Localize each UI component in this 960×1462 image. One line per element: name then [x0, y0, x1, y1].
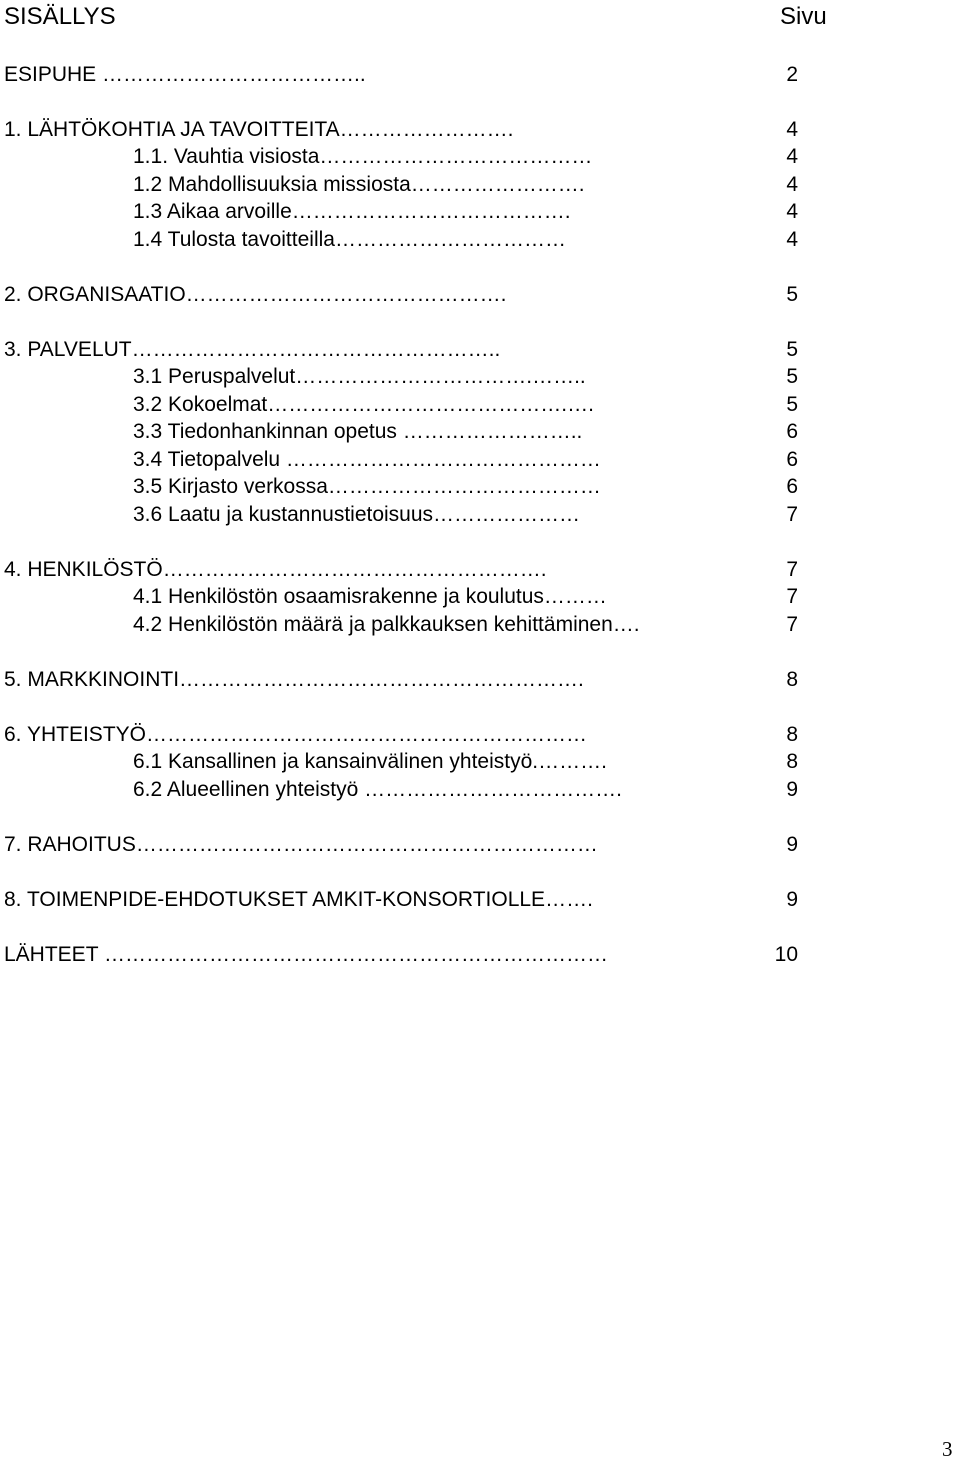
toc-entry-page: 5	[786, 393, 798, 416]
toc-entry-text: 5. MARKKINOINTI………………………………………………….	[4, 668, 584, 691]
toc-entry-4-2	[0, 611, 960, 639]
toc-entry-text: 8. TOIMENPIDE-EHDOTUKSET AMKIT-KONSORTIOLLE…….	[4, 888, 593, 911]
toc-entry-page: 7	[786, 503, 798, 526]
toc-entry-text: 6. YHTEISTYÖ………………………………………………………	[4, 723, 587, 746]
toc-entry-4-1	[0, 583, 960, 611]
toc-entry-text: 4.2 Henkilöstön määrä ja palkkauksen kehittäminen….	[133, 613, 640, 636]
toc-entry-chapter-6	[0, 721, 960, 749]
toc-entry-page: 9	[786, 888, 798, 911]
toc-entry-page: 5	[786, 283, 798, 306]
toc-entry-page: 9	[786, 833, 798, 856]
toc-entry-page: 4	[786, 228, 798, 251]
toc-entry-page: 2	[786, 63, 798, 86]
toc-entry-text: 1.3 Aikaa arvoille………………………………….	[133, 200, 571, 223]
toc-entry-3-3	[0, 418, 960, 446]
toc-entry-page: 7	[786, 613, 798, 636]
toc-entry-page: 5	[786, 338, 798, 361]
toc-entry-page: 6	[786, 475, 798, 498]
toc-entry-text: ESIPUHE ………………………………..	[4, 63, 366, 86]
toc-entry-chapter-4	[0, 556, 960, 584]
toc-entry-esipuhe	[0, 61, 960, 89]
toc-entry-3-4	[0, 446, 960, 474]
toc-entry-page: 8	[786, 750, 798, 773]
toc-entry-page: 8	[786, 668, 798, 691]
toc-entry-page: 9	[786, 778, 798, 801]
toc-entry-text: 3. PALVELUT……………………………………………..	[4, 338, 501, 361]
toc-entry-1-3	[0, 198, 960, 226]
toc-entry-page: 4	[786, 145, 798, 168]
toc-entry-text: 1.2 Mahdollisuuksia missiosta…………………….	[133, 173, 585, 196]
toc-entry-text: 1.1. Vauhtia visiosta…………………………………	[133, 145, 593, 168]
toc-entry-text: 6.2 Alueellinen yhteistyö ……………………………….	[133, 778, 622, 801]
toc-entry-page: 4	[786, 173, 798, 196]
toc-entry-chapter-8	[0, 886, 960, 914]
toc-entry-lahteet	[0, 941, 960, 969]
toc-entry-page: 4	[786, 118, 798, 141]
toc-entry-3-5	[0, 473, 960, 501]
toc-entry-page: 6	[786, 448, 798, 471]
page-column-label: Sivu	[780, 3, 827, 30]
toc-entry-page: 7	[786, 585, 798, 608]
toc-entry-page: 8	[786, 723, 798, 746]
toc-entry-3-6	[0, 501, 960, 529]
toc-entry-chapter-1	[0, 116, 960, 144]
toc-entry-text: 2. ORGANISAATIO……………………………………….	[4, 283, 507, 306]
toc-entry-page: 7	[786, 558, 798, 581]
toc-entry-text: 1.4 Tulosta tavoitteilla……………………………	[133, 228, 566, 251]
toc-entry-text: 4. HENKILÖSTÖ……………………………………………….	[4, 558, 547, 581]
toc-entry-3-1	[0, 363, 960, 391]
toc-entry-text: 6.1 Kansallinen ja kansainvälinen yhteistyö.……….	[133, 750, 607, 773]
toc-entry-chapter-2	[0, 281, 960, 309]
toc-entry-text: 3.3 Tiedonhankinnan opetus ……………………..	[133, 420, 583, 443]
footer-page-number: 3	[942, 1437, 953, 1461]
toc-entry-chapter-7	[0, 831, 960, 859]
toc-entry-6-1	[0, 748, 960, 776]
toc-entry-text: 3.1 Peruspalvelut…………………………….……..	[133, 365, 586, 388]
toc-entry-text: LÄHTEET ………………………………………………………………	[4, 943, 608, 966]
toc-entry-3-2	[0, 391, 960, 419]
toc-entry-text: 3.5 Kirjasto verkossa…………………………………	[133, 475, 601, 498]
toc-entry-page: 5	[786, 365, 798, 388]
toc-entry-text: 3.6 Laatu ja kustannustietoisuus…………………	[133, 503, 581, 526]
toc-entry-page: 6	[786, 420, 798, 443]
toc-entry-6-2	[0, 776, 960, 804]
toc-entry-1-2	[0, 171, 960, 199]
toc-entry-text: 4.1 Henkilöstön osaamisrakenne ja koulutus………	[133, 585, 607, 608]
toc-entry-1-1	[0, 143, 960, 171]
toc-title: SISÄLLYS	[4, 3, 116, 30]
toc-entry-text: 3.4 Tietopalvelu ………………………………………	[133, 448, 601, 471]
toc-entry-chapter-5	[0, 666, 960, 694]
toc-entry-chapter-3	[0, 336, 960, 364]
toc-entry-text: 1. LÄHTÖKOHTIA JA TAVOITTEITA…………………….	[4, 118, 514, 141]
toc-entry-page: 10	[774, 943, 798, 966]
toc-entry-page: 4	[786, 200, 798, 223]
toc-entry-text: 7. RAHOITUS…………………………………………………………	[4, 833, 598, 856]
toc-entry-1-4	[0, 226, 960, 254]
toc-entry-text: 3.2 Kokoelmat…………………………………….….	[133, 393, 594, 416]
